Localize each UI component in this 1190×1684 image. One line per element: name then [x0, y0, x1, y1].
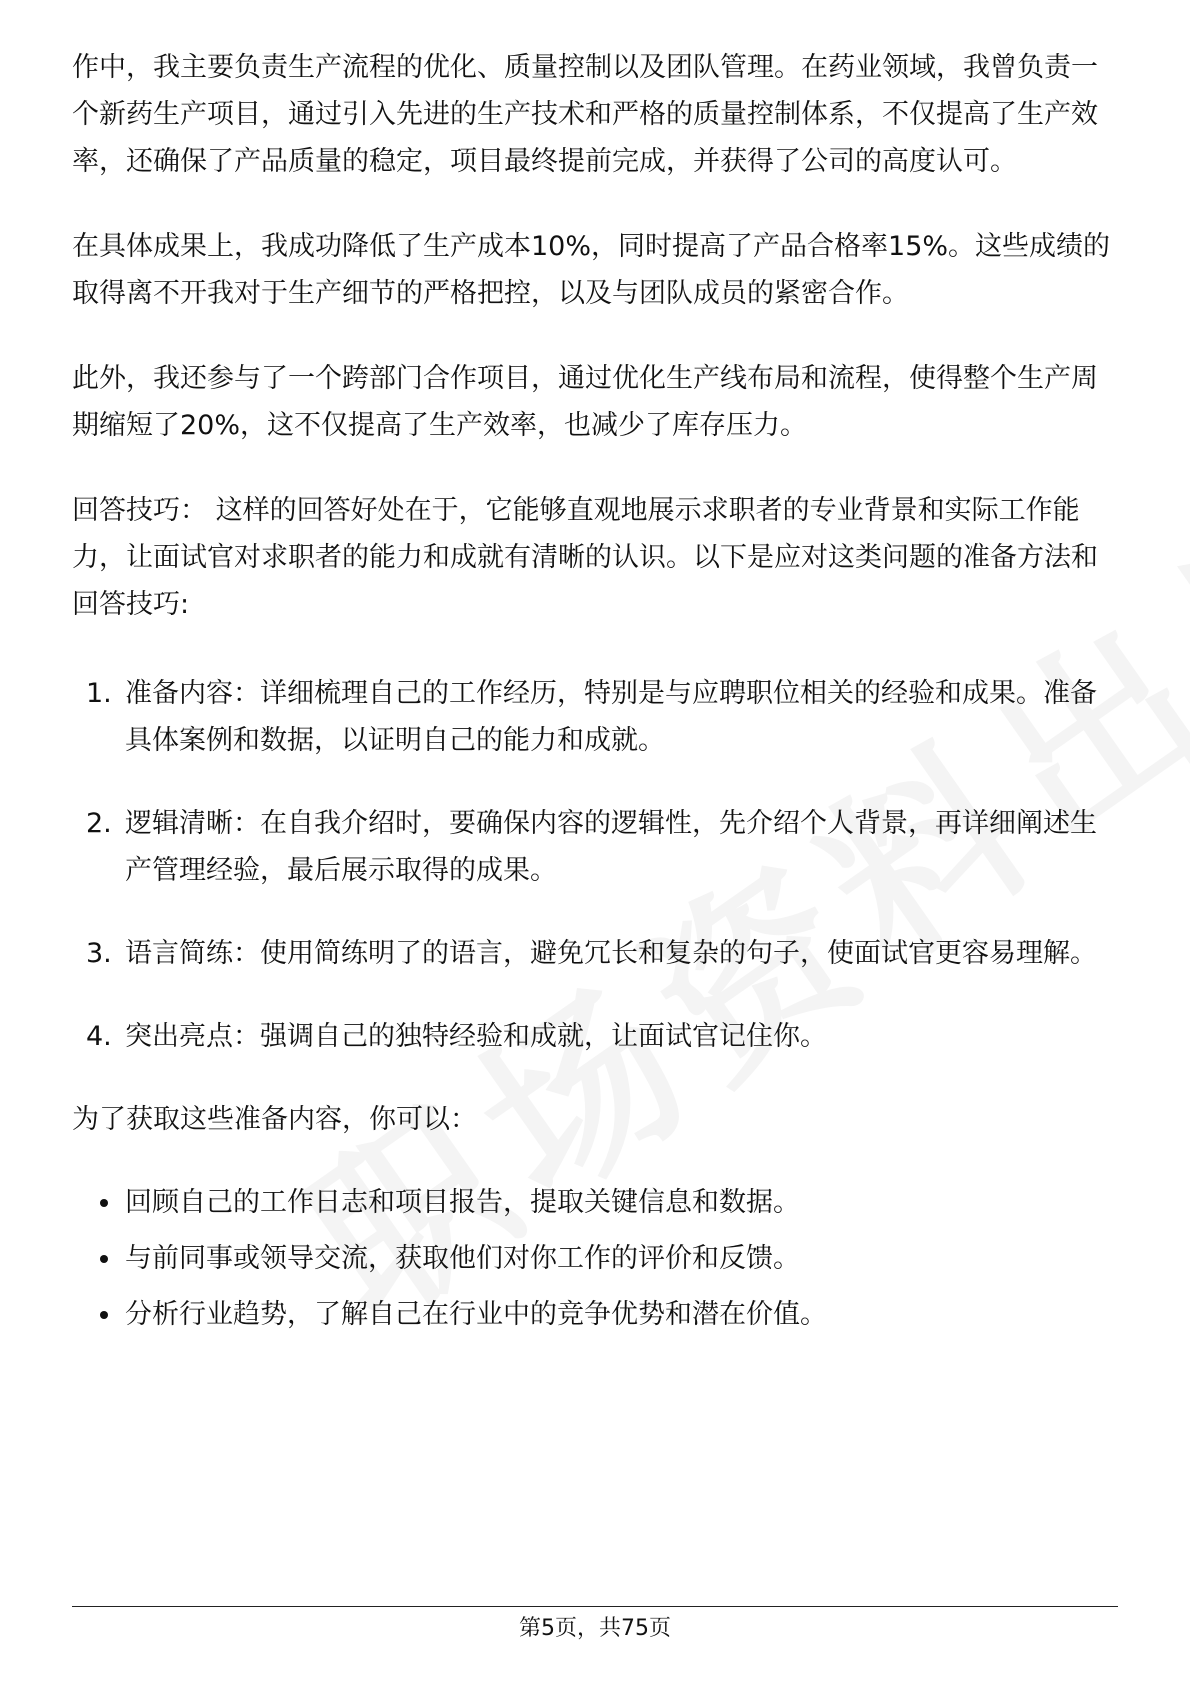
bullet-icon — [100, 1311, 108, 1319]
list-item — [72, 1179, 1122, 1226]
document-body — [72, 44, 1122, 1347]
paragraph: 此外，我还参与了一个跨部门合作项目，通过优化生产线布局和流程，使得整个生产周期缩短了20%，这不仅提高了生产效率，也减少了库存压力。 — [72, 363, 1098, 441]
list-item — [72, 930, 1122, 977]
list-item-text: 突出亮点：强调自己的独特经验和成就，让面试官记住你。 — [125, 1021, 827, 1052]
list-item — [72, 1291, 1122, 1338]
footer-divider — [72, 1606, 1118, 1607]
list-item-text: 分析行业趋势，了解自己在行业中的竞争优势和潜在价值。 — [125, 1299, 827, 1330]
list-number: 2. — [86, 808, 112, 839]
paragraph: 在具体成果上，我成功降低了生产成本10%，同时提高了产品合格率15%。这些成绩的取得离不开我对于生产细节的严格把控，以及与团队成员的紧密合作。 — [72, 231, 1111, 309]
list-item-text: 准备内容：详细梳理自己的工作经历，特别是与应聘职位相关的经验和成果。准备具体案例和数据，以证明自己的能力和成就。 — [125, 678, 1097, 756]
tips-list — [72, 670, 1122, 1060]
list-item — [72, 1013, 1122, 1060]
bullet-icon — [100, 1199, 108, 1207]
actions-list — [72, 1179, 1122, 1338]
list-number: 4. — [86, 1021, 112, 1052]
list-item-text: 逻辑清晰：在自我介绍时，要确保内容的逻辑性，先介绍个人背景，再详细阐述生产管理经验，最后展示取得的成果。 — [125, 808, 1097, 886]
list-item-text: 回顾自己的工作日志和项目报告，提取关键信息和数据。 — [125, 1187, 800, 1218]
list-number: 3. — [86, 938, 112, 969]
paragraph: 作中，我主要负责生产流程的优化、质量控制以及团队管理。在药业领域，我曾负责一个新药生产项目，通过引入先进的生产技术和严格的质量控制体系，不仅提高了生产效率，还确保了产品质量的稳定，项目最终提前完成，并获得了公司的高度认可。 — [72, 52, 1098, 177]
bullet-icon — [100, 1255, 108, 1263]
list-item — [72, 800, 1122, 894]
page-number: 第5页，共75页 — [519, 1616, 671, 1641]
list-item — [72, 1235, 1122, 1282]
list-item-text: 与前同事或领导交流，获取他们对你工作的评价和反馈。 — [125, 1243, 800, 1274]
list-item-text: 语言简练：使用简练明了的语言，避免冗长和复杂的句子，使面试官更容易理解。 — [125, 938, 1097, 969]
paragraph: 回答技巧： 这样的回答好处在于，它能够直观地展示求职者的专业背景和实际工作能力，让面试官对求职者的能力和成就有清晰的认识。以下是应对这类问题的准备方法和回答技巧: — [72, 495, 1098, 620]
list-item — [72, 670, 1122, 764]
paragraph: 为了获取这些准备内容，你可以： — [72, 1104, 477, 1135]
list-number: 1. — [86, 678, 112, 709]
